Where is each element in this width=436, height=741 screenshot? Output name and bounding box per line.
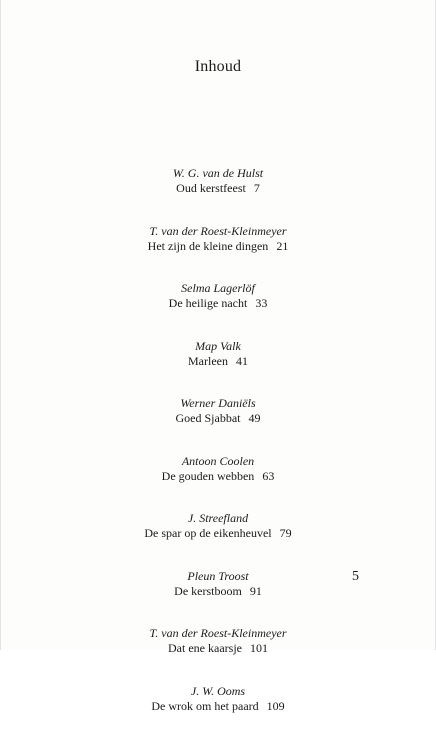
entry-page-number: 41 — [236, 354, 248, 368]
toc-entry — [1, 396, 435, 454]
table-of-contents — [1, 166, 435, 741]
entry-page-number: 109 — [267, 699, 285, 713]
entry-author: T. van der Roest-Kleinmeyer — [1, 626, 435, 641]
toc-entry — [1, 281, 435, 339]
page-title: Inhoud — [1, 58, 435, 76]
entry-author: J. Streefland — [1, 511, 435, 526]
entry-story-title: De spar op de eikenheuvel — [144, 526, 271, 540]
toc-entry — [1, 454, 435, 512]
entry-story-title: Dat ene kaarsje — [168, 641, 242, 655]
entry-page-number: 49 — [249, 411, 261, 425]
entry-story-title: De heilige nacht — [169, 296, 248, 310]
entry-page-number: 63 — [262, 469, 274, 483]
entry-story-title: Het zijn de kleine dingen — [148, 239, 269, 253]
entry-story-title: De kerstboom — [174, 584, 242, 598]
entry-story-line — [1, 584, 435, 599]
entry-story-title: De gouden webben — [162, 469, 255, 483]
entry-story-line — [1, 526, 435, 541]
entry-story-title: De wrok om het paard — [151, 699, 258, 713]
entry-author: Antoon Coolen — [1, 454, 435, 469]
entry-story-title: Marleen — [188, 354, 228, 368]
entry-author: W. G. van de Hulst — [1, 166, 435, 181]
entry-author: T. van der Roest-Kleinmeyer — [1, 224, 435, 239]
entry-author: Map Valk — [1, 339, 435, 354]
entry-story-line — [1, 181, 435, 196]
entry-page-number: 21 — [276, 239, 288, 253]
toc-entry — [1, 626, 435, 684]
toc-entry — [1, 224, 435, 282]
entry-story-line — [1, 469, 435, 484]
toc-entry — [1, 339, 435, 397]
entry-story-title: Goed Sjabbat — [176, 411, 241, 425]
entry-story-line — [1, 641, 435, 656]
entry-author: Werner Daniëls — [1, 396, 435, 411]
entry-author: Selma Lagerlöf — [1, 281, 435, 296]
entry-page-number: 33 — [255, 296, 267, 310]
entry-story-line — [1, 411, 435, 426]
entry-story-line — [1, 296, 435, 311]
page-number: 5 — [352, 569, 359, 585]
entry-author: Pleun Troost — [1, 569, 435, 584]
toc-entry — [1, 511, 435, 569]
entry-page-number: 101 — [250, 641, 268, 655]
entry-story-line — [1, 354, 435, 369]
toc-entry — [1, 569, 435, 627]
toc-entry — [1, 166, 435, 224]
entry-story-line — [1, 699, 435, 714]
entry-author: J. W. Ooms — [1, 684, 435, 699]
entry-page-number: 79 — [280, 526, 292, 540]
entry-page-number: 91 — [250, 584, 262, 598]
entry-story-line — [1, 239, 435, 254]
entry-story-title: Oud kerstfeest — [176, 181, 246, 195]
toc-entry — [1, 684, 435, 741]
entry-page-number: 7 — [254, 181, 260, 195]
